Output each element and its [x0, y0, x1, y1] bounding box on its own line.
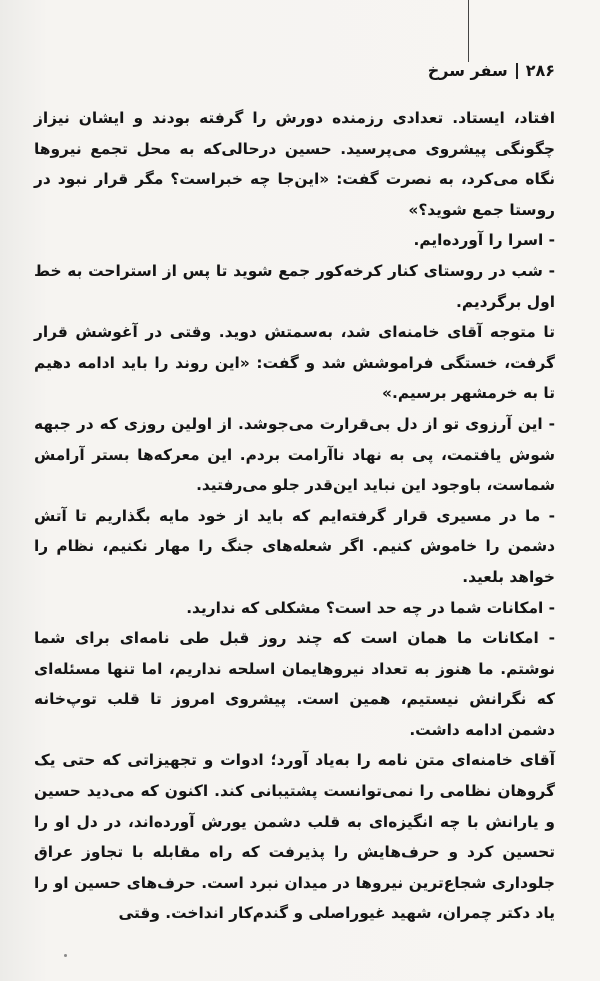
page-mark — [64, 954, 67, 957]
paragraph: - اسرا را آورده‌ایم. — [413, 231, 555, 250]
page-number: ۲۸۶ — [525, 61, 555, 80]
paragraph: - ما در مسیری قرار گرفته‌ایم که باید از خود مایه بگذاریم تا آتش دشمن را خاموش کنیم. اگر شعله‌های جنگ را مهار نکنیم، نظام را خواهد بلعید. — [34, 506, 555, 586]
paragraph: تا متوجه آقای خامنه‌ای شد، به‌سمتش دوید. وقتی در آغوشش قرار گرفت، خستگی فراموشش شد و گفت: «این روند را باید ادامه دهیم تا به خرمشهر برسیم.» — [34, 323, 555, 403]
header-separator — [516, 63, 518, 79]
paragraph: - این آرزوی تو از دل بی‌قرارت می‌جوشد. از اولین روزی که در جبهه شوش یافتمت، پی به نهاد ناآرامت بردم. این معرکه‌ها بستر آرامش شماست، باوجود این نباید این‌قدر جلو می‌رفتید. — [34, 414, 555, 495]
body-text — [34, 103, 555, 929]
running-header — [428, 61, 555, 80]
paragraph: - امکانات شما در چه حد است؟ مشکلی که ندارید. — [186, 598, 555, 617]
paragraph: افتاد، ایستاد. تعدادی رزمنده دورش را گرفته بودند و ایشان نیزاز چگونگی پیشروی می‌پرسید. حسین درحالی‌که به محل تجمع نیروها نگاه می‌کرد، به نصرت گفت: «این‌جا چه خبراست؟ مگر قرار نبود در روستا جمع شوید؟» — [34, 109, 555, 219]
paragraph: - امکانات ما همان است که چند روز قبل طی نامه‌ای برای شما نوشتم. ما هنوز به تعداد نیروهایمان اسلحه نداریم، اما تنها مسئله‌ای که نگرانش نیستیم، همین است. پیشروی امروز تا قلب توپ‌خانه دشمن ادامه داشت. — [34, 629, 555, 739]
paragraph: - شب در روستای کنار کرخه‌کور جمع شوید تا پس از استراحت به خط اول برگردیم. — [34, 261, 555, 311]
paragraph: آقای خامنه‌ای متن نامه را به‌یاد آورد؛ ادوات و تجهیزاتی که حتی یک گروهان نظامی را نمی‌توانست پشتیبانی کند. اکنون که می‌دید حسین و یارانش با چه انگیزه‌ای به قلب دشمن یورش آورده‌اند، در دل او را تحسین کرد و حرف‌هایش را پذیرفت که راه مقابله با تجاوز عراق جلوداری شجاع‌ترین نیروها در میدان نبرد است. حرف‌های حسین او را یاد دکتر چمران، شهید غیوراصلی و گندم‌کار انداخت. وقتی — [34, 751, 555, 923]
book-title: سفر سرخ — [427, 61, 508, 80]
header-rule-line — [468, 0, 469, 62]
